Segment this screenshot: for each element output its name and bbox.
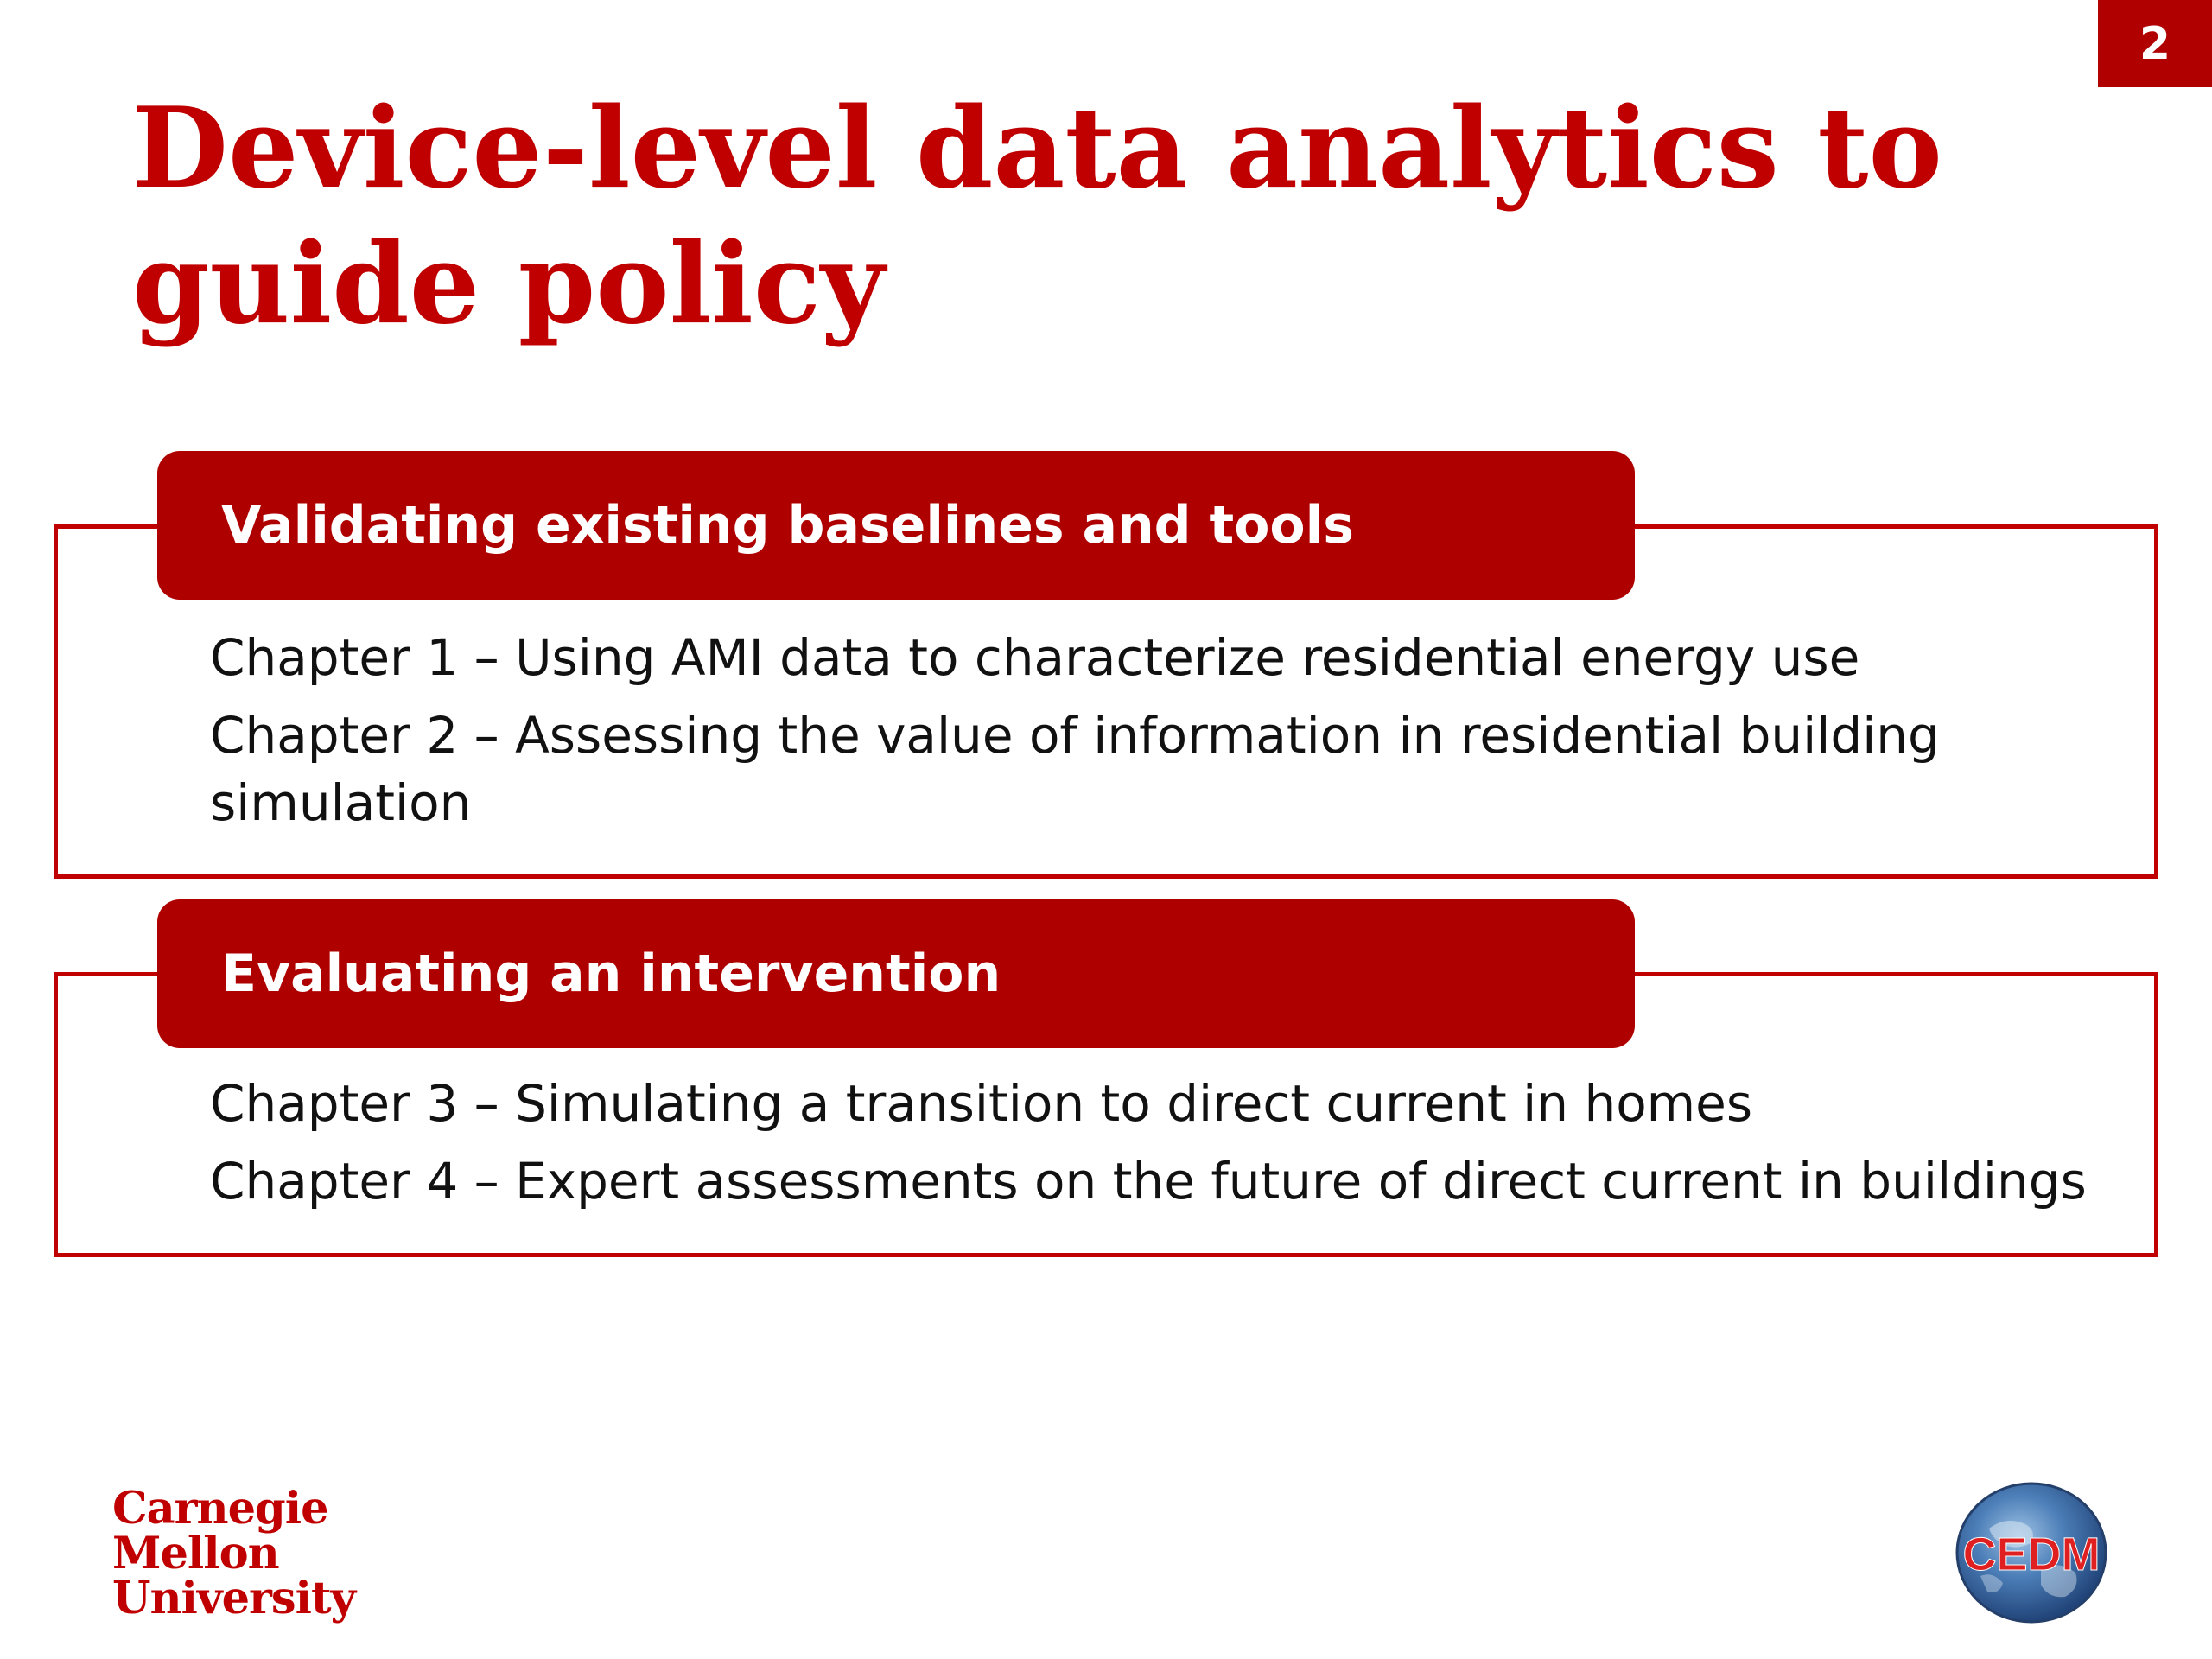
cmu-logo-line-mellon: Mellon — [112, 1528, 279, 1580]
slide-number: 2 — [2098, 0, 2212, 87]
cedm-logo-text: CEDM — [1962, 1529, 2101, 1580]
chapter-list-evaluating — [210, 1070, 2145, 1215]
section-header-evaluating: Evaluating an intervention — [157, 899, 1635, 1048]
slide-title: Device-level data analytics to guide policy — [132, 84, 1942, 349]
cmu-logo-line-carnegie: Carnegie — [112, 1483, 328, 1535]
chapter-item-2: Chapter 2 – Assessing the value of information in residential building simulation — [210, 706, 1940, 832]
cmu-logo-line-university: University — [112, 1573, 356, 1624]
chapter-item-3: Chapter 3 – Simulating a transition to direct current in homes — [210, 1074, 1753, 1133]
cedm-logo — [1955, 1481, 2108, 1624]
cmu-logo — [112, 1483, 356, 1624]
chapter-item-1: Chapter 1 – Using AMI data to characterize residential energy use — [210, 628, 1860, 687]
section-header-validating: Validating existing baselines and tools — [157, 451, 1635, 600]
chapter-list-validating — [210, 624, 2059, 836]
chapter-item-4: Chapter 4 – Expert assessments on the future of direct current in buildings — [210, 1152, 2087, 1211]
